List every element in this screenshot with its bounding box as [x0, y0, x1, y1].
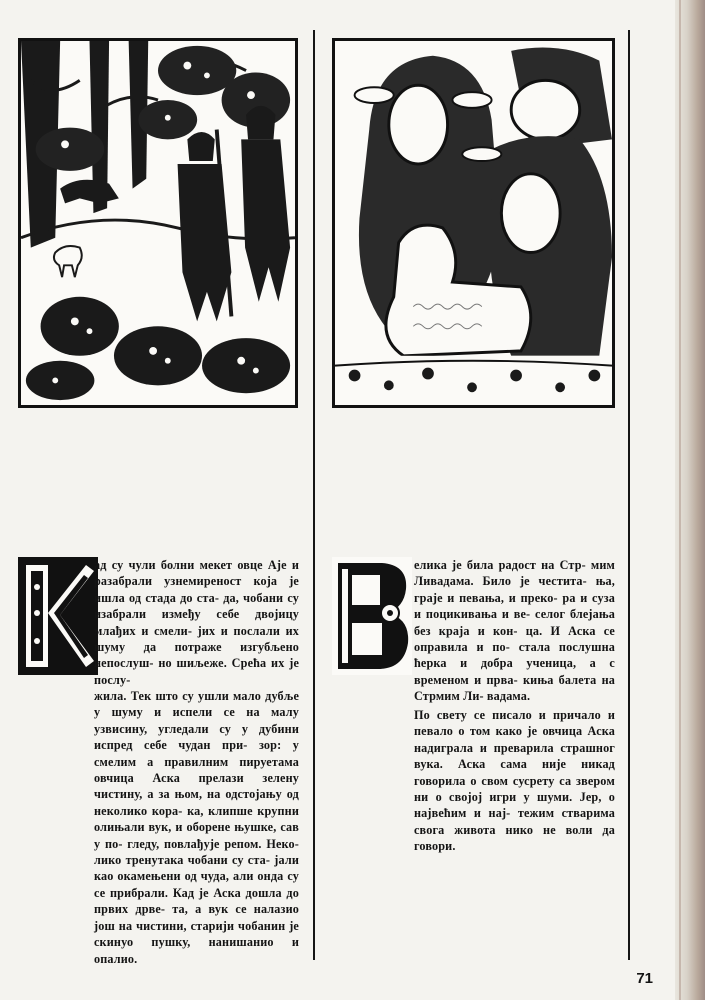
page-edge-line [679, 0, 681, 1000]
right-paragraph-second: По свету се писало и причало и певало о том како је овчица Аска надиграла и преварила страшног вука. Аска сама није никад говорила о свом сусрету са зверoм ни о својој игри у шуми. Јер, о највећим и нај- тежим стварима свога живота нико не воли да говори. [414, 708, 615, 854]
illustration-shepherds [18, 38, 298, 408]
right-paragraph-first: елика је била радост на Стр- мим Ливадама. Било је честита- ња, граје и певања, и преко- ра и суза и поцикивања и ве- селог блејања без краја и кон- ца. И Аска се оправила и по- стала послушна ћерка и добра ученица, а с временом и прва- киња балета на Стрмим Ли- вадама. [414, 558, 615, 704]
column-rule-center [313, 30, 315, 960]
drop-cap-v [332, 557, 412, 675]
illustration-sheep [332, 38, 615, 408]
column-rule-right [628, 30, 630, 960]
left-paragraph-tail: жила. Тек што су ушли мало дубље у шуму и испели се на малу узвисину, угледали су у дубини испред себе чудан при- зор: у смелим а правилним пируетама овчица Аска прелази зелену чистину, а за њом, на одстојању од неколико кора- ка, клипше крупни олињали вук, и оборене њушке, сав у по- гледу, повлађује репом. Неко- лико тренутака чобани су ста- јали као окамењени од чуда, али онда су се прибрали. Кад је Аска дошла до првих дрве- та, а вук се налазио још на чистини, старији чобанин је скинуо пушку, нанишанио и опалио. [94, 689, 299, 966]
drop-cap-k [18, 557, 98, 675]
left-paragraph-head: ад су чули болни мекет овце Аје и разабрали узнемиреност која је ишла од стада до ста- да, чобани су изабрали између себе двојицу млађих и смели- јих и послали их шуму да потраже изгубљено непослуш- но шиљеже. Срећа их је послу- [94, 558, 299, 687]
page-number: 71 [636, 970, 653, 987]
